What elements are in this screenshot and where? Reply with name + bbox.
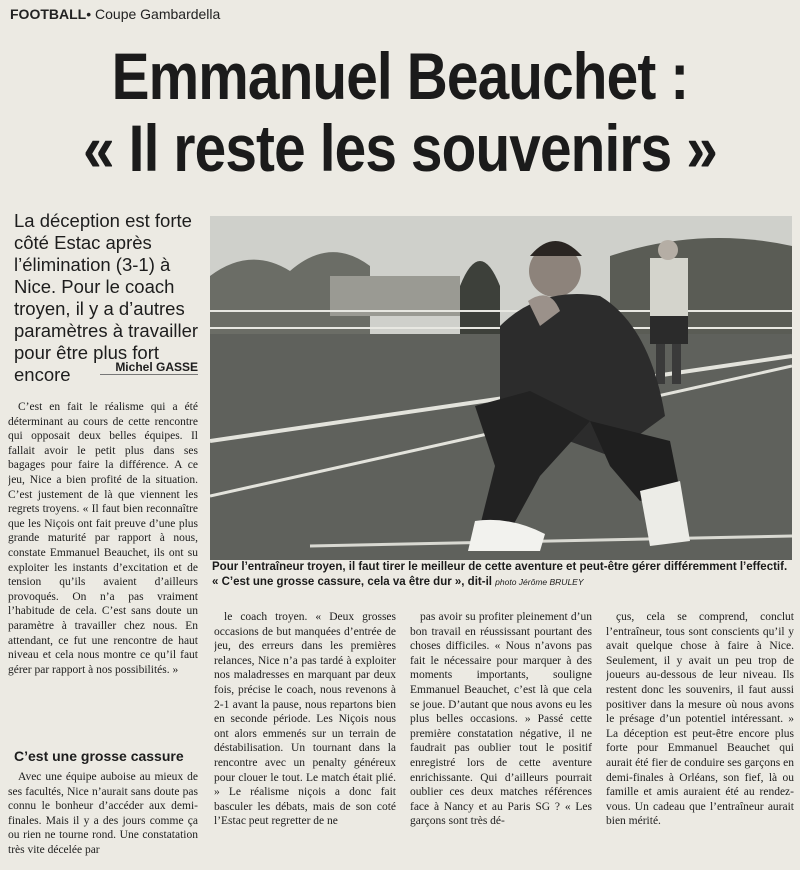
photo-illustration xyxy=(210,216,792,560)
author-byline: Michel GASSE xyxy=(100,360,198,375)
coach-photo xyxy=(210,216,792,560)
section-rubric xyxy=(10,6,220,22)
headline-line-2: « Il reste les souvenirs » xyxy=(83,111,717,185)
photo-caption xyxy=(212,560,792,590)
photo-credit: photo Jérôme BRULEY xyxy=(495,577,584,587)
column-3-text: pas avoir su profiter pleinement d’un bon travail en réussissant pourtant des choses difficiles. « Nous n’avons pas fait le nécessaire pour marquer à des moments importants, souligne Emmanuel Beauchet, c’est là que cela se joue. D’autant que nous avons eu les plus belles occasions. » Passé cette première constatation négative, il ne faudrait pas oublier tout le positif enregistré lors de cette aventure enrichissante. Qui d’ailleurs pourrait oublier ces deux matches références face à Nancy et au Paris SG ? « Les garçons sont très dé- xyxy=(410,611,592,828)
article-column-1-continued xyxy=(8,770,198,870)
article-column-2 xyxy=(214,610,396,870)
column-4-text: çus, cela se comprend, conclut l’entraîneur, tous sont conscients qu’il y avait quelque chose à faire à Nice. Seulement, il y avait un peu trop de joueurs au-dessous de leur niveau. Ils restent donc les souvenirs, il faut aussi positiver dans la mesure où nous avons le présage d’un potentiel intéressant. » La déception est peut-être encore plus forte pour Emmanuel Beauchet qui aurait été fier de conduire ses garçons en demi-finales à Orléans, son fief, là ou famille et amis auraient été au rendez-vous. Un cadeau que l’entraîneur aurait bien mérité. xyxy=(606,611,794,828)
rubric-section: FOOTBALL xyxy=(10,6,87,22)
article-column-4 xyxy=(606,610,794,870)
caption-text: Pour l’entraîneur troyen, il faut tirer le meilleur de cette aventure et peut-être gérer différemment l’effectif. « C’est une grosse cassure, cela va être dur », dit-il xyxy=(212,561,788,588)
article-subhead: C’est une grosse cassure xyxy=(14,748,184,764)
lead-paragraph: La déception est forte côté Estac après l’élimination (3-1) à Nice. Pour le coach troyen, il y a d’autres paramètres à travailler pour être plus fort encore xyxy=(14,210,199,385)
article-column-3 xyxy=(410,610,592,870)
article-column-1 xyxy=(8,400,198,745)
rubric-competition: Coupe Gambardella xyxy=(95,6,221,22)
column-1b-text: Avec une équipe auboise au mieux de ses facultés, Nice n’aurait sans doute pas connu le bonheur d’accéder aux demi-finales. Mais il y a des jours comme ça ou rien ne tourne rond. Une constatation très vite décelée par xyxy=(8,771,198,856)
headline-line-1: Emmanuel Beauchet : xyxy=(111,39,689,113)
column-1-text: C’est en fait le réalisme qui a été déterminant au cours de cette rencontre qui opposait deux belles équipes. Il fallait avoir le petit plus dans ses bagages pour faire la différence. A ce jeu, Nice a bien profité de la situation. C’est justement de là que viennent les regrets troyens. « Il faut bien reconnaître que les Niçois ont fait preuve d’une plus grande maturité par rapport à nous, constate Emmanuel Beauchet, ils ont su exploiter les instants d’excitation et de tension qu’ils avaient d’ailleurs provoqués. On n’a pas vraiment l’habitude de cela. C’est sans doute un paramètre à travailler chez nous. En attendant, ce fut une rencontre de haut niveau et cela nous montre ce qu’il faut gérer par rapport à nos possibilités. » xyxy=(8,401,198,676)
column-2-text: le coach troyen. « Deux grosses occasions de but manquées d’entrée de jeu, des erreurs dans les premières relances, Nice n’a pas tardé à exploiter nos maladresses en marquant par deux fois, précise le coach, nous revenons à 2-1 avant la pause, nous repartons bien en seconde période. Les Niçois nous ont alors emmenés sur un terrain de déstabilisation. Un tournant dans la rencontre avec un penalty généreux pour clouer le tout. Le match était plié. » Le réalisme niçois a donc fait basculer les débats, mais de son coté l’Estac peut regretter de ne xyxy=(214,611,396,828)
rubric-separator: • xyxy=(86,6,92,22)
